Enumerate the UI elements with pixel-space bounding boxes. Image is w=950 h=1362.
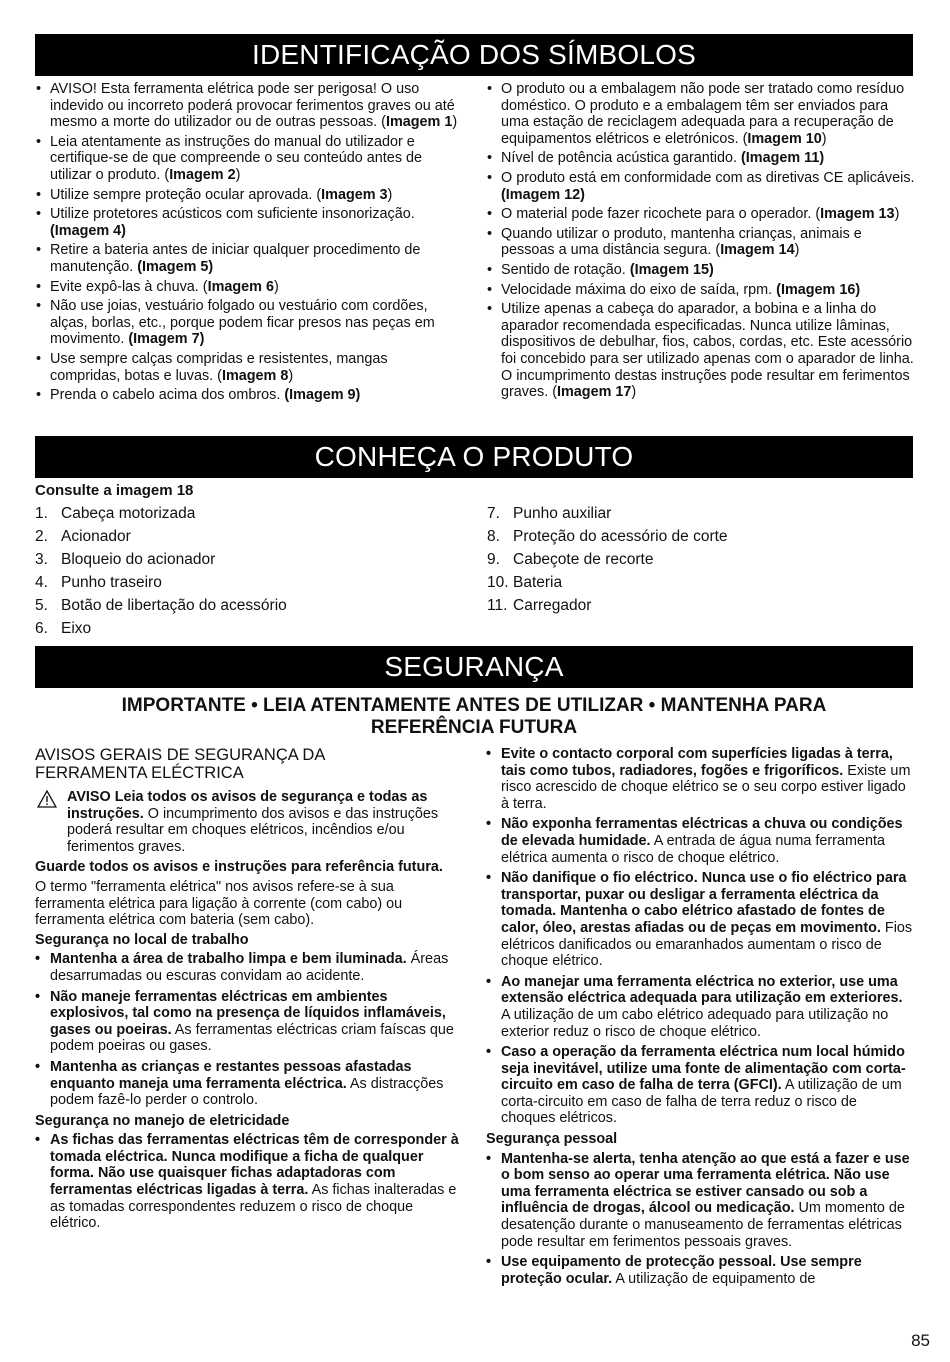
item-text-end: ) — [631, 384, 637, 401]
symbol-list-item — [35, 279, 461, 296]
symbol-list-item — [486, 150, 918, 167]
part-number: 8. — [487, 528, 500, 545]
safety-right-column — [486, 746, 914, 1291]
item-text: O produto está em conformidade com as diretivas CE aplicáveis. — [501, 169, 915, 186]
safety-instruction: Mantenha-se alerta, tenha atenção ao que está a fazer e use o bom senso ao operar uma ferramenta elétrica. Não use uma ferramenta eléctrica se estiver cansado ou sob a influência de drogas, álcool ou medicação. — [501, 1150, 910, 1217]
personal-safety-heading: Segurança pessoal — [486, 1131, 618, 1148]
safety-explanation: Áreas desarrumadas ou escuras convidam ao acidente. — [50, 951, 449, 984]
item-text: Nível de potência acústica garantido. — [501, 150, 741, 167]
symbol-list-item — [486, 262, 918, 279]
part-name: Botão de libertação do acessório — [61, 597, 287, 614]
image-reference: Imagem 2 — [169, 166, 236, 183]
safety-list-item — [486, 974, 914, 1040]
part-name: Carregador — [513, 597, 592, 614]
symbol-list-item — [486, 226, 918, 259]
part-name: Eixo — [61, 620, 92, 637]
safety-instruction: Mantenha a área de trabalho limpa e bem iluminada. — [50, 951, 407, 968]
part-list-item — [487, 548, 907, 571]
image-reference: Imagem 8 — [221, 367, 289, 384]
symbol-list-item — [35, 387, 461, 404]
safety-list-item — [35, 1059, 463, 1109]
safety-instruction: Caso a operação da ferramenta eléctrica num local húmido seja inevitável, utilize uma fonte de alimentação com corta-circuito em caso de falha de terra (GFCI). — [501, 1044, 906, 1094]
item-text: Leia atentamente as instruções do manual do utilizador e certifique-se de que compreende o seu conteúdo antes de utilizar o produto. ( — [50, 133, 423, 183]
safety-explanation: As fichas inalteradas e as tomadas correspondentes reduzem o risco de choque elétrico. — [50, 1182, 457, 1232]
warning-triangle-icon — [35, 789, 67, 855]
safety-explanation: Fios elétricos danificados ou emaranhados aumentam o risco de choque elétrico. — [501, 919, 913, 970]
safety-list-item — [486, 1044, 914, 1127]
part-list-item — [487, 594, 907, 617]
safety-instruction: Não maneje ferramentas eléctricas em ambientes explosivos, tal como na presença de líquidos inflamáveis, gases ou poeiras. — [50, 988, 446, 1038]
item-text: Não use joias, vestuário folgado ou vestuário com cordões, alças, borlas, etc., porque podem ficar presos nas peças em movimento. — [50, 298, 435, 348]
warning-body-text: O incumprimento dos avisos e das instruções poderá resultar em choques elétricos, incêndios e/ou ferimentos graves. — [67, 805, 439, 855]
part-number: 6. — [35, 620, 48, 637]
part-number: 5. — [35, 597, 48, 614]
image-reference: (Imagem 11) — [741, 150, 825, 167]
image-reference: (Imagem 5) — [137, 258, 214, 275]
item-text-end: ) — [273, 278, 279, 295]
section-banner-safety: SEGURANÇA — [35, 646, 913, 688]
keep-instructions: Guarde todos os avisos e instruções para referência futura. — [35, 859, 443, 876]
product-parts-right — [487, 502, 907, 617]
item-text: Sentido de rotação. — [501, 261, 630, 278]
item-text: Utilize apenas a cabeça do aparador, a bobina e a linha do aparador recomendada especificadas. Nunca utilize lâminas, dispositivos de debulhar, fios, cabos, cordas, etc. Este acessório foi concebido para ser utilizado apenas com o aparador de linha. O incumprimento destas instruções pode resultar em ferimentos graves. ( — [501, 301, 914, 401]
item-text: Retire a bateria antes de iniciar qualquer procedimento de manutenção. — [50, 242, 421, 275]
safety-list-item — [35, 951, 463, 984]
image-reference: Imagem 3 — [321, 186, 388, 203]
safety-instruction: Evite o contacto corporal com superfícies ligadas à terra, tais como tubos, radiadores, fogões e frigoríficos. — [501, 746, 893, 779]
safety-list-item — [486, 746, 914, 812]
image-reference: (Imagem 9) — [284, 387, 361, 404]
image-reference: Imagem 17 — [556, 384, 632, 401]
consult-image-label: Consulte a imagem 18 — [35, 482, 194, 499]
symbol-list-item — [35, 298, 461, 348]
safety-list-item — [486, 1254, 914, 1287]
symbol-list-item — [35, 187, 461, 204]
important-notice-line-2: REFERÊNCIA FUTURA — [370, 717, 578, 738]
item-text: Utilize sempre proteção ocular aprovada. ( — [50, 186, 322, 203]
safety-explanation: A utilização de um cabo elétrico adequado para utilização no exterior reduz o risco de choque elétrico. — [501, 1006, 889, 1040]
part-number: 3. — [35, 551, 48, 568]
item-text-end: ) — [821, 130, 827, 147]
image-reference: (Imagem 12) — [501, 186, 585, 203]
image-reference: (Imagem 16) — [776, 281, 861, 298]
symbol-list-item — [35, 206, 461, 239]
safety-list-item — [486, 816, 914, 866]
safety-instruction: Ao manejar uma ferramenta eléctrica no exterior, use uma extensão eléctrica adequada para utilização em exteriores. — [501, 973, 903, 1007]
image-reference: Imagem 10 — [747, 130, 822, 147]
section-banner-symbols: IDENTIFICAÇÃO DOS SÍMBOLOS — [35, 34, 913, 76]
part-name: Acionador — [61, 528, 131, 545]
safety-instruction: Não danifique o fio eléctrico. Nunca use o fio eléctrico para transportar, puxar ou desligar a ferramenta eléctrica da tomada. Mantenha o cabo elétrico afastado de fontes de calor, óleo, arestas afiadas ou de peças em movimento. — [501, 870, 907, 936]
page-number: 85 — [911, 1331, 930, 1350]
warning-text — [67, 789, 463, 855]
safety-list-item — [35, 1132, 463, 1232]
symbol-list-item — [35, 81, 461, 131]
work-area-heading: Segurança no local de trabalho — [35, 931, 249, 948]
part-list-item — [35, 617, 455, 640]
part-number: 11. — [487, 597, 508, 614]
electric-safety-list-continued — [486, 746, 914, 1127]
safety-instruction: As fichas das ferramentas eléctricas têm de corresponder à tomada eléctrica. Nunca modifique a ficha de qualquer forma. Não use quaisquer fichas adaptadoras com ferramentas eléctricas ligadas à terra. — [50, 1132, 459, 1199]
item-text: Velocidade máxima do eixo de saída, rpm. — [501, 281, 777, 298]
part-number: 7. — [487, 505, 500, 522]
part-list-item — [487, 571, 907, 594]
item-text-end: ) — [387, 186, 393, 203]
symbols-left-column — [35, 81, 461, 407]
part-list-item — [35, 571, 455, 594]
image-reference: Imagem 6 — [207, 278, 274, 295]
part-list-item — [35, 525, 455, 548]
part-number: 10. — [487, 574, 509, 591]
general-warnings-heading: AVISOS GERAIS DE SEGURANÇA DA FERRAMENTA ELÉCTRICA — [35, 746, 325, 782]
image-reference: (Imagem 7) — [128, 331, 205, 348]
safety-explanation: A entrada de água numa ferramenta elétrica aumenta o risco de choque elétrico. — [501, 832, 885, 866]
electric-safety-list — [35, 1132, 463, 1232]
symbol-list-item — [486, 81, 918, 147]
safety-left-column — [35, 746, 463, 1236]
safety-explanation: Um momento de desatenção durante o manuseamento de ferramentas elétricas pode resultar em ferimentos pessoais graves. — [501, 1200, 905, 1250]
part-list-item — [35, 594, 455, 617]
parts-list-right — [487, 502, 907, 617]
part-list-item — [35, 548, 455, 571]
safety-list-item — [486, 1151, 914, 1251]
important-notice-line-1: IMPORTANTE • LEIA ATENTAMENTE ANTES DE UTILIZAR • MANTENHA PARA — [121, 695, 827, 716]
image-reference: (Imagem 15) — [629, 261, 714, 278]
item-text: AVISO! Esta ferramenta elétrica pode ser perigosa! O uso indevido ou incorreto poderá provocar ferimentos graves ou até mesmo a morte do utilizador ou de outras pessoas. ( — [50, 81, 455, 131]
part-number: 2. — [35, 528, 48, 545]
part-list-item — [35, 502, 455, 525]
item-text: Prenda o cabelo acima dos ombros. — [50, 387, 285, 404]
part-name: Proteção do acessório de corte — [513, 528, 728, 545]
safety-list-item — [486, 870, 914, 970]
part-number: 9. — [487, 551, 500, 568]
work-area-list — [35, 951, 463, 1108]
section-banner-product: CONHEÇA O PRODUTO — [35, 436, 913, 478]
symbols-right-column — [486, 81, 918, 404]
part-name: Bloqueio do acionador — [61, 551, 216, 568]
part-name: Punho traseiro — [61, 574, 162, 591]
symbols-list-left — [35, 81, 461, 404]
symbols-list-right — [486, 81, 918, 401]
warning-bold-text: AVISO Leia todos os avisos de segurança e todas as instruções. — [67, 789, 428, 822]
part-list-item — [487, 525, 907, 548]
safety-explanation: As distracções podem fazê-lo perder o controlo. — [50, 1075, 444, 1109]
image-reference: Imagem 1 — [385, 114, 453, 131]
electric-safety-heading: Segurança no manejo de eletricidade — [35, 1112, 290, 1129]
safety-instruction: Mantenha as crianças e restantes pessoas afastadas enquanto maneja uma ferramenta eléctrica. — [50, 1058, 412, 1092]
symbol-list-item — [35, 242, 461, 275]
part-number: 4. — [35, 574, 48, 591]
image-reference: (Imagem 4) — [50, 222, 126, 239]
item-text-end: ) — [288, 367, 294, 384]
symbol-list-item — [35, 351, 461, 384]
item-text: Evite expô-las à chuva. ( — [50, 278, 208, 295]
safety-explanation: A utilização de um corta-circuito em caso de falha de terra reduz o risco de choques elétricos. — [501, 1077, 902, 1127]
item-text-end: ) — [452, 114, 458, 131]
part-list-item — [487, 502, 907, 525]
safety-list-item — [35, 989, 463, 1055]
symbol-list-item — [486, 170, 918, 203]
safety-explanation: As ferramentas eléctricas criam faíscas que podem poeiras ou gases. — [50, 1021, 454, 1055]
item-text-end: ) — [794, 242, 800, 259]
item-text: O produto ou a embalagem não pode ser tratado como resíduo doméstico. O produto e a embalagem têm ser enviados para uma estação de reciclagem adequada para a recuperação de equipamentos elétricos e eletrónicos. ( — [501, 81, 905, 147]
safety-instruction: Não exponha ferramentas eléctricas a chuva ou condições de elevada humidade. — [501, 816, 903, 849]
parts-list-left — [35, 502, 455, 640]
symbol-list-item — [35, 134, 461, 184]
part-name: Punho auxiliar — [513, 505, 612, 522]
item-text: Quando utilizar o produto, mantenha crianças, animais e pessoas a uma distância segura. ( — [501, 225, 862, 259]
part-name: Bateria — [513, 574, 563, 591]
safety-explanation: Existe um risco acrescido de choque elétrico se o seu corpo estiver ligado à terra. — [501, 762, 911, 812]
item-text: Use sempre calças compridas e resistentes, mangas compridas, botas e luvas. ( — [50, 350, 388, 384]
image-reference: Imagem 13 — [820, 206, 895, 223]
item-text-end: ) — [235, 166, 241, 183]
product-parts-left — [35, 502, 455, 640]
symbol-list-item — [486, 282, 918, 299]
term-definition: O termo "ferramenta elétrica" nos avisos refere-se à sua ferramenta elétrica para ligação à corrente (com cabo) ou ferramenta elétrica com bateria (sem cabo). — [35, 878, 403, 929]
item-text: O material pode fazer ricochete para o operador. ( — [501, 206, 821, 223]
item-text: Utilize protetores acústicos com suficiente insonorização. — [50, 206, 415, 223]
part-number: 1. — [35, 505, 48, 522]
image-reference: Imagem 14 — [720, 242, 795, 259]
part-name: Cabeçote de recorte — [513, 551, 654, 568]
safety-instruction: Use equipamento de protecção pessoal. Use sempre proteção ocular. — [501, 1254, 862, 1287]
safety-explanation: A utilização de equipamento de — [612, 1270, 816, 1287]
personal-safety-list — [486, 1151, 914, 1288]
part-name: Cabeça motorizada — [61, 505, 196, 522]
symbol-list-item — [486, 206, 918, 223]
symbol-list-item — [486, 301, 918, 401]
warning-block — [35, 789, 463, 855]
item-text-end: ) — [894, 206, 900, 223]
